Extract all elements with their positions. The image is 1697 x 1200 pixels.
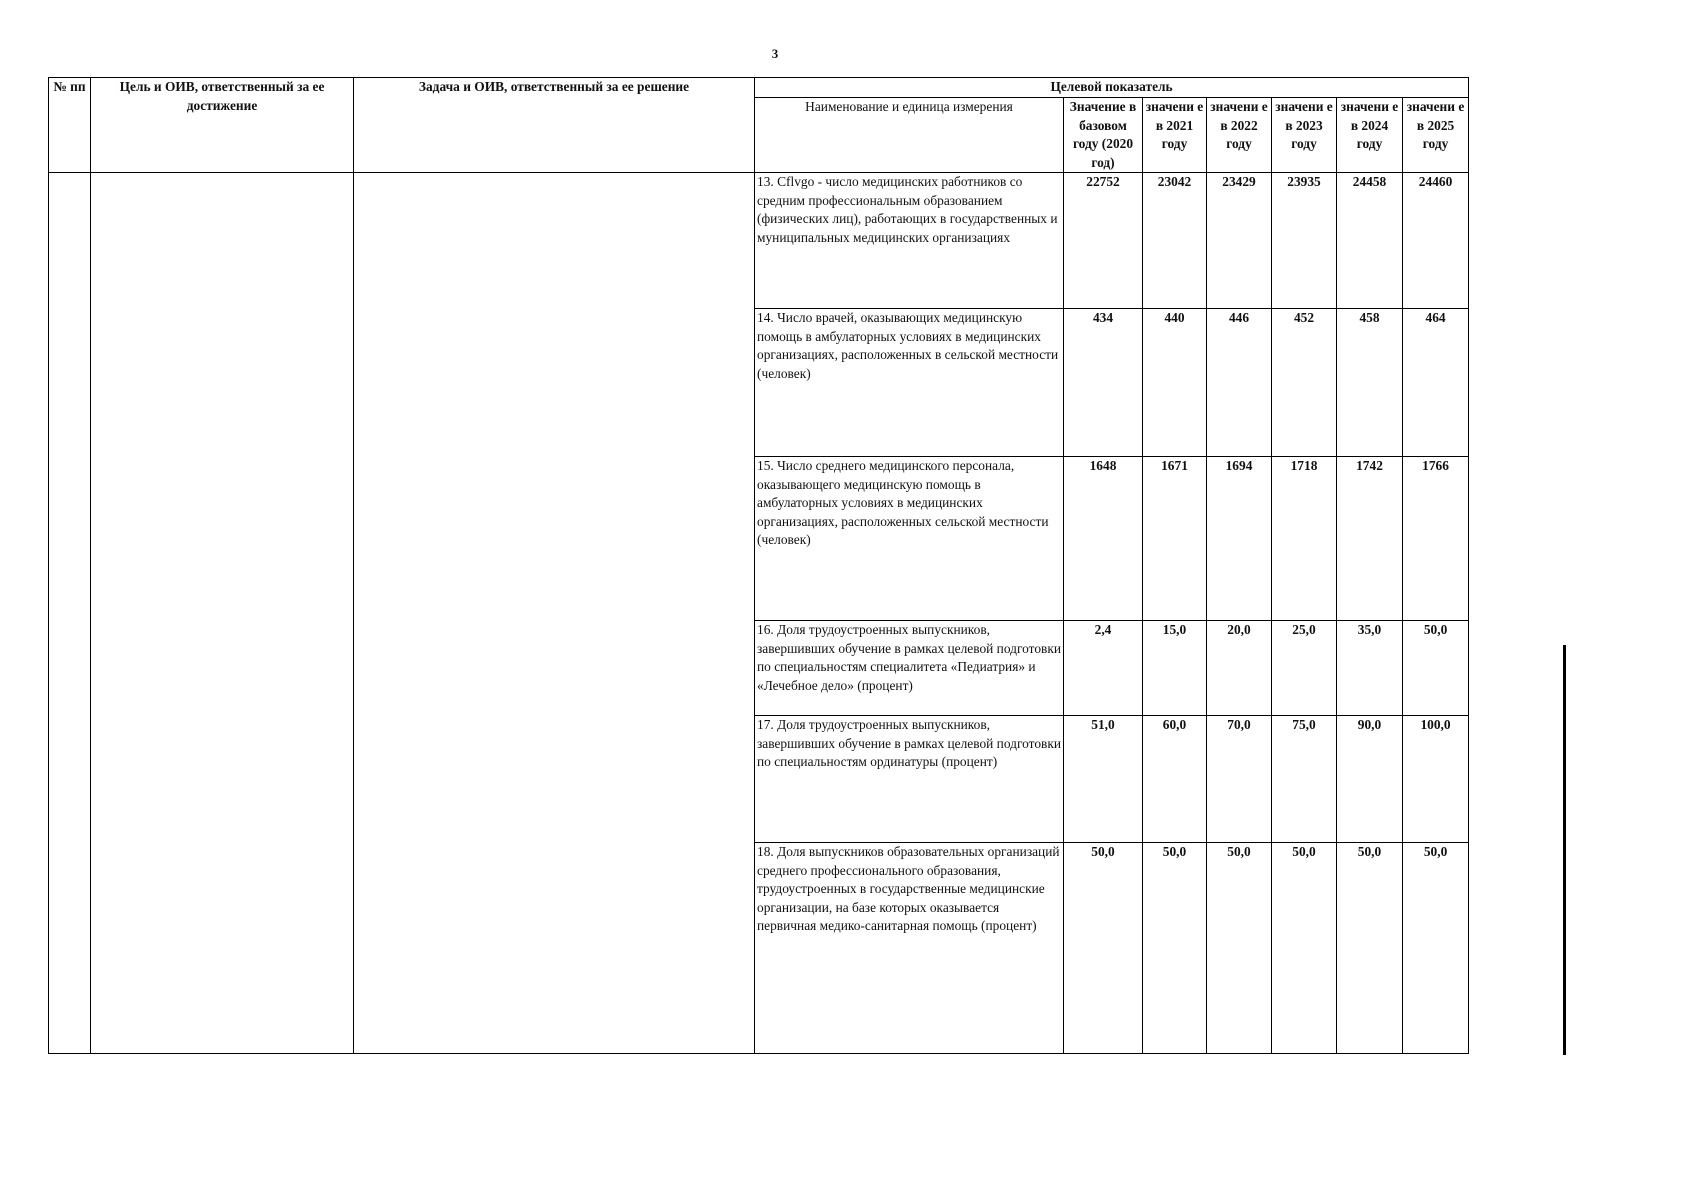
value-2025: 50,0	[1403, 843, 1469, 1054]
value-2022: 50,0	[1207, 843, 1272, 1054]
page-number: 3	[771, 46, 779, 61]
indicator-name: 13. Cflvgo - число медицинских работников со средним профессиональным образованием (физических лиц), работающих в государственных и муниципальных медицинских организациях	[755, 173, 1064, 309]
value-2024: 50,0	[1337, 843, 1403, 1054]
header-name: Наименование и единица измерения	[755, 98, 1064, 173]
value-2021: 440	[1143, 309, 1207, 457]
value-2022: 1694	[1207, 457, 1272, 621]
table-row	[49, 173, 1469, 309]
value-2022: 70,0	[1207, 716, 1272, 843]
value-2025: 24460	[1403, 173, 1469, 309]
header-task: Задача и ОИВ, ответственный за ее решение	[354, 78, 755, 173]
value-base: 51,0	[1064, 716, 1143, 843]
value-2023: 50,0	[1272, 843, 1337, 1054]
value-2024: 458	[1337, 309, 1403, 457]
header-2023: значени е в 2023 году	[1272, 98, 1337, 173]
indicator-name: 15. Число среднего медицинского персонала, оказывающего медицинскую помощь в амбулаторных условиях в медицинских организациях, расположенных сельской местности (человек)	[755, 457, 1064, 621]
num-cell	[49, 173, 91, 1054]
value-2021: 60,0	[1143, 716, 1207, 843]
indicator-name: 16. Доля трудоустроенных выпускников, завершивших обучение в рамках целевой подготовки по специальностям специалитета «Педиатрия» и «Лечебное дело» (процент)	[755, 621, 1064, 716]
indicator-name: 18. Доля выпускников образовательных организаций среднего профессионального образования, трудоустроенных в государственные медицинские организации, на базе которых оказывается первичная медико-санитарная помощь (процент)	[755, 843, 1064, 1054]
value-2021: 23042	[1143, 173, 1207, 309]
header-row-1	[49, 78, 1469, 98]
value-2023: 1718	[1272, 457, 1337, 621]
value-base: 434	[1064, 309, 1143, 457]
value-2023: 25,0	[1272, 621, 1337, 716]
indicator-name: 17. Доля трудоустроенных выпускников, завершивших обучение в рамках целевой подготовки по специальностям ординатуры (процент)	[755, 716, 1064, 843]
value-2022: 23429	[1207, 173, 1272, 309]
header-indicator-group: Целевой показатель	[755, 78, 1469, 98]
value-2024: 35,0	[1337, 621, 1403, 716]
indicator-name: 14. Число врачей, оказывающих медицинскую помощь в амбулаторных условиях в медицинских организациях, расположенных в сельской местности (человек)	[755, 309, 1064, 457]
value-2024: 24458	[1337, 173, 1403, 309]
header-num: № пп	[49, 78, 91, 173]
task-cell	[354, 173, 755, 1054]
value-2022: 446	[1207, 309, 1272, 457]
scan-edge-line	[1563, 645, 1566, 1055]
value-base: 50,0	[1064, 843, 1143, 1054]
goal-cell	[91, 173, 354, 1054]
value-base: 22752	[1064, 173, 1143, 309]
value-2021: 15,0	[1143, 621, 1207, 716]
value-2023: 75,0	[1272, 716, 1337, 843]
value-2021: 50,0	[1143, 843, 1207, 1054]
value-base: 1648	[1064, 457, 1143, 621]
value-2023: 23935	[1272, 173, 1337, 309]
value-2025: 100,0	[1403, 716, 1469, 843]
header-goal: Цель и ОИВ, ответственный за ее достижение	[91, 78, 354, 173]
header-2021: значени е в 2021 году	[1143, 98, 1207, 173]
value-2022: 20,0	[1207, 621, 1272, 716]
header-base: Значение в базовом году (2020 год)	[1064, 98, 1143, 173]
header-2025: значени е в 2025 году	[1403, 98, 1469, 173]
value-2024: 90,0	[1337, 716, 1403, 843]
header-2022: значени е в 2022 году	[1207, 98, 1272, 173]
indicators-table	[48, 77, 1469, 1054]
value-2021: 1671	[1143, 457, 1207, 621]
value-2025: 50,0	[1403, 621, 1469, 716]
value-2023: 452	[1272, 309, 1337, 457]
value-2025: 1766	[1403, 457, 1469, 621]
value-2024: 1742	[1337, 457, 1403, 621]
value-2025: 464	[1403, 309, 1469, 457]
value-base: 2,4	[1064, 621, 1143, 716]
header-2024: значени е в 2024 году	[1337, 98, 1403, 173]
